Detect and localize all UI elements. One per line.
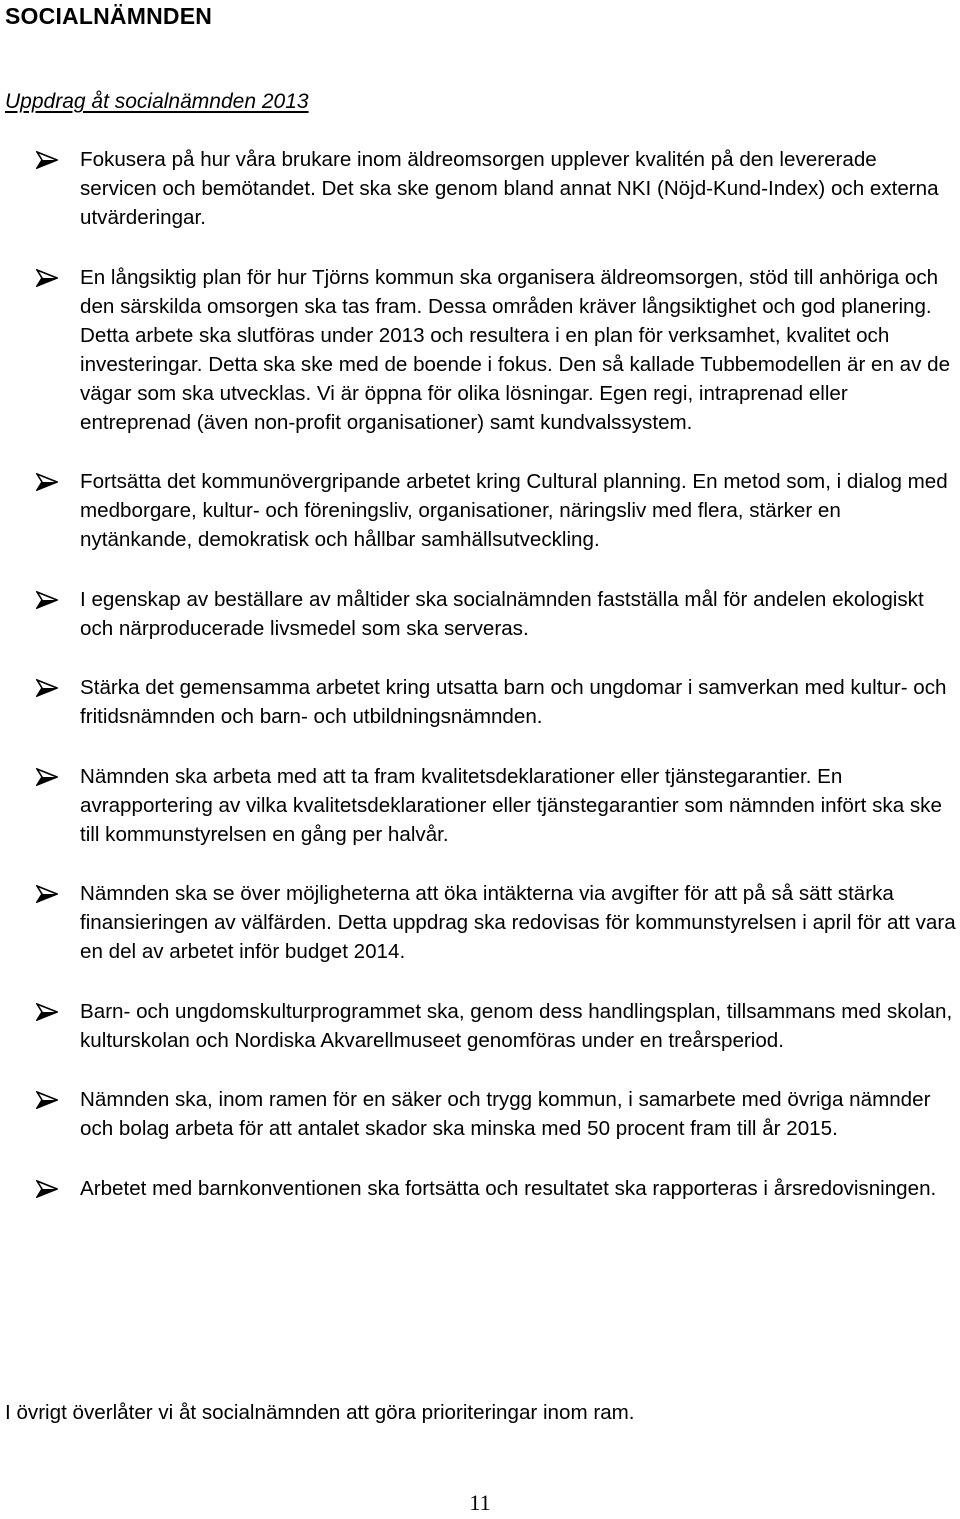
arrowhead-bullet-icon	[36, 679, 58, 697]
arrowhead-bullet-icon	[36, 591, 58, 609]
section-subheading: Uppdrag åt socialnämnden 2013	[5, 90, 309, 113]
assignment-list	[0, 145, 960, 1233]
arrowhead-bullet-icon	[36, 473, 58, 491]
list-item	[0, 585, 960, 643]
closing-paragraph: I övrigt överlåter vi åt socialnämnden att göra prioriteringar inom ram.	[5, 1401, 635, 1424]
list-item-text: Nämnden ska se över möjligheterna att öka intäkterna via avgifter för att på så sätt stärka finansieringen av välfärden. Detta uppdrag ska redovisas för kommunstyrelsen i april för att vara en del av arbetet inför budget 2014.	[80, 882, 956, 963]
list-item-text: Barn- och ungdomskulturprogrammet ska, genom dess handlingsplan, tillsammans med skolan, kulturskolan och Nordiska Akvarellmuseet genomföras under en treårsperiod.	[80, 999, 953, 1052]
list-item	[0, 263, 960, 437]
arrowhead-bullet-icon	[36, 151, 58, 169]
list-item	[0, 762, 960, 849]
list-item	[0, 467, 960, 554]
list-item	[0, 673, 960, 731]
arrowhead-bullet-icon	[36, 1180, 58, 1198]
arrowhead-bullet-icon	[36, 1091, 58, 1109]
list-item-text: Nämnden ska, inom ramen för en säker och trygg kommun, i samarbete med övriga nämnder och bolag arbeta för att antalet skador ska minska med 50 procent fram till år 2015.	[80, 1088, 931, 1140]
page-number: 11	[469, 1490, 491, 1515]
list-item-text: Fortsätta det kommunövergripande arbetet kring Cultural planning. En metod som, i dialog med medborgare, kultur- och föreningsliv, organisationer, näringsliv med flera, stärker en nytänkande, demokratisk och hållbar samhällsutveckling.	[80, 470, 948, 551]
list-item-text: Nämnden ska arbeta med att ta fram kvalitetsdeklarationer eller tjänstegarantier. En avrapportering av vilka kvalitetsdeklarationer eller tjänstegarantier som nämnden infört ska ske till kommunstyrelsen en gång per halvår.	[80, 764, 942, 846]
arrowhead-bullet-icon	[36, 1003, 58, 1021]
list-item	[0, 1174, 960, 1203]
list-item-text: Arbetet med barnkonventionen ska fortsätta och resultatet ska rapporteras i årsredovisningen.	[80, 1176, 937, 1200]
list-item-text: En långsiktig plan för hur Tjörns kommun ska organisera äldreomsorgen, stöd till anhöriga och den särskilda omsorgen ska tas fram. Dessa områden kräver långsiktighet och god planering. Detta arbete ska slutföras under 2013 och resultera i en plan för verksamhet, kvalitet och investeringar. Detta ska ske med de boende i fokus. Den så kallade Tubbemodellen är en av de vägar som ska utvecklas. Vi är öppna för olika lösningar. Egen regi, intraprenad eller entreprenad (även non-profit organisationer) samt kundvalssystem.	[80, 265, 951, 434]
list-item	[0, 879, 960, 966]
list-item-text: I egenskap av beställare av måltider ska socialnämnden fastställa mål för andelen ekologiskt och närproducerade livsmedel som ska serveras.	[80, 587, 924, 640]
arrowhead-bullet-icon	[36, 885, 58, 903]
list-item	[0, 145, 960, 232]
arrowhead-bullet-icon	[36, 269, 58, 287]
list-item	[0, 1085, 960, 1143]
list-item-text: Stärka det gemensamma arbetet kring utsatta barn och ungdomar i samverkan med kultur- och fritidsnämnden och barn- och utbildningsnämnden.	[80, 676, 947, 728]
arrowhead-bullet-icon	[36, 768, 58, 786]
list-item-text: Fokusera på hur våra brukare inom äldreomsorgen upplever kvalitén på den levererade servicen och bemötandet. Det ska ske genom bland annat NKI (Nöjd-Kund-Index) och externa utvärderingar.	[80, 148, 939, 229]
list-item	[0, 997, 960, 1055]
page-title: SOCIALNÄMNDEN	[5, 3, 213, 29]
